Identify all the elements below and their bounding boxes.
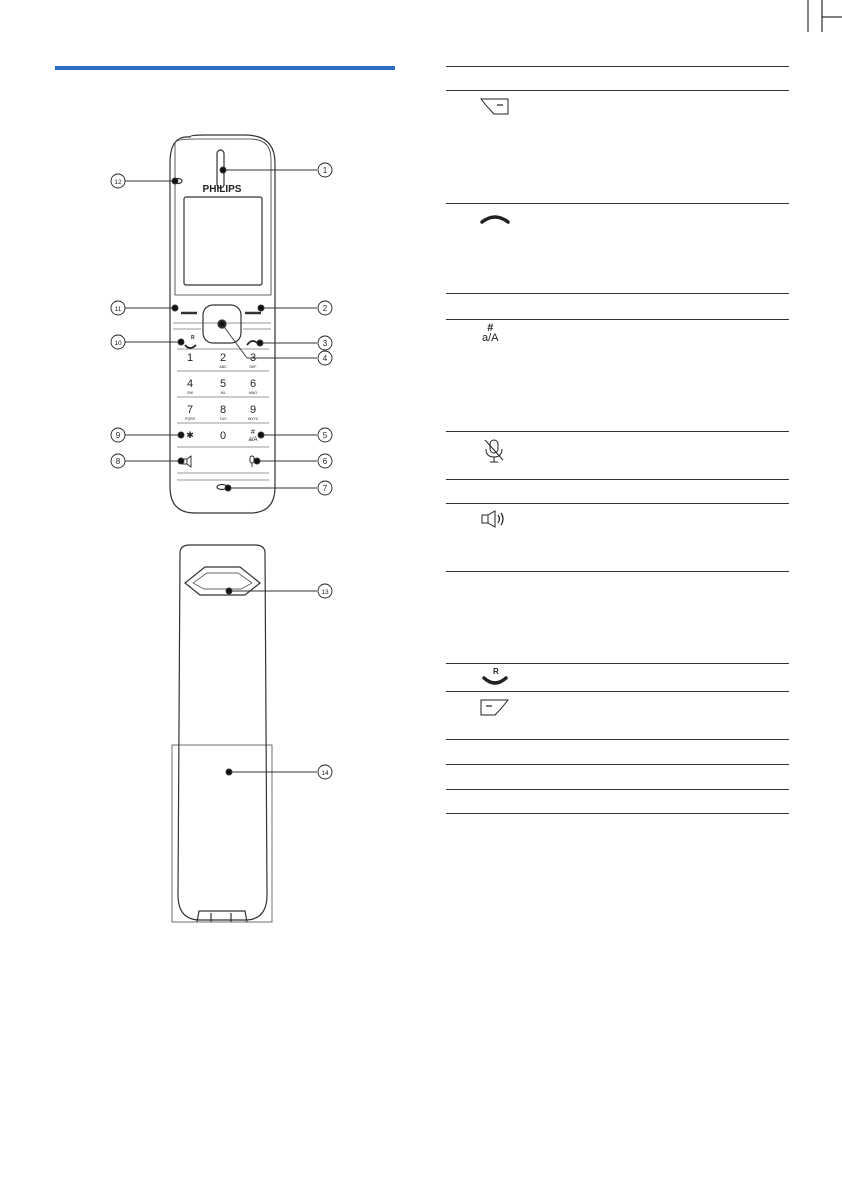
- handset-diagram: [95, 125, 355, 945]
- callout-10: 10: [114, 340, 122, 347]
- handset-back-outline: [178, 545, 267, 920]
- callout-4: 4: [322, 354, 328, 363]
- svg-text:DEF: DEF: [249, 365, 257, 369]
- key-7: [185, 404, 196, 421]
- table-row: [446, 663, 789, 691]
- svg-text:JKL: JKL: [219, 391, 227, 395]
- svg-text:PQRS: PQRS: [185, 417, 195, 421]
- table-row: [446, 203, 789, 293]
- svg-text:GHI: GHI: [186, 391, 194, 395]
- table-row: [446, 293, 789, 319]
- svg-text:ABC: ABC: [219, 365, 227, 369]
- callout-14: 14: [321, 770, 329, 777]
- svg-text:0: 0: [219, 430, 227, 442]
- callout-3: 3: [322, 339, 328, 348]
- callout-11: 11: [114, 306, 122, 313]
- key-hash: #: [251, 429, 255, 436]
- svg-text:5: 5: [219, 378, 227, 390]
- mute-key-icon: [250, 456, 254, 467]
- svg-text:7: 7: [186, 404, 194, 416]
- svg-text:R: R: [493, 667, 499, 676]
- table-row: [446, 739, 789, 764]
- talk-key-icon: [185, 345, 196, 348]
- talk-recall-icon: [479, 666, 511, 688]
- key-star: ✱: [186, 430, 194, 440]
- table-row: [446, 431, 789, 479]
- callout-1: 1: [322, 166, 328, 175]
- keypad: [185, 352, 259, 443]
- table-row: [446, 503, 789, 571]
- key-2: [219, 352, 227, 369]
- svg-text:6: 6: [249, 378, 257, 390]
- speaker-icon: [479, 510, 511, 528]
- svg-text:a/A: a/A: [248, 437, 258, 443]
- key-4: [187, 378, 193, 395]
- right-softkey-icon: [479, 698, 511, 716]
- callout-8: 8: [115, 457, 121, 466]
- brand-logo: PHILIPS: [202, 184, 242, 195]
- left-softkey-icon: [479, 97, 511, 115]
- key-5: [220, 378, 226, 395]
- key-0: [220, 430, 226, 442]
- key-6: [249, 378, 257, 395]
- table-row: [446, 90, 789, 203]
- key-description-table: [446, 66, 789, 814]
- table-bottom-rule: [446, 813, 789, 814]
- table-row: [446, 66, 789, 90]
- callout-5: 5: [322, 431, 328, 440]
- callout-9: 9: [115, 431, 121, 440]
- table-row: [446, 319, 789, 431]
- table-row: [446, 789, 789, 813]
- mute-mic-icon: [479, 438, 511, 464]
- svg-text:1: 1: [186, 352, 194, 364]
- svg-text:TUV: TUV: [219, 417, 227, 421]
- svg-text:WXYZ: WXYZ: [247, 417, 259, 421]
- callout-7: 7: [322, 484, 328, 493]
- callout-12: 12: [114, 179, 122, 186]
- key-1: [187, 352, 193, 364]
- callout-13: 13: [321, 589, 329, 596]
- handset-screen: [184, 197, 262, 285]
- end-call-icon: [479, 210, 511, 228]
- recall-letter: R: [191, 335, 195, 341]
- crop-marks: [782, 0, 842, 40]
- section-title-rule: [55, 66, 395, 70]
- svg-text:MNO: MNO: [248, 391, 258, 395]
- svg-text:4: 4: [186, 378, 194, 390]
- key-9: [248, 404, 259, 421]
- hash-case-key-icon: # a/A: [482, 322, 499, 344]
- svg-text:3: 3: [249, 352, 257, 364]
- callout-6: 6: [322, 457, 328, 466]
- svg-text:9: 9: [249, 404, 257, 416]
- table-row: [446, 764, 789, 789]
- table-row: [446, 691, 789, 739]
- table-row: [446, 479, 789, 503]
- svg-text:2: 2: [219, 352, 227, 364]
- svg-text:8: 8: [219, 404, 227, 416]
- key-8: [220, 404, 228, 421]
- key-3: [250, 352, 257, 369]
- callout-2: 2: [322, 304, 328, 313]
- table-row: [446, 571, 789, 663]
